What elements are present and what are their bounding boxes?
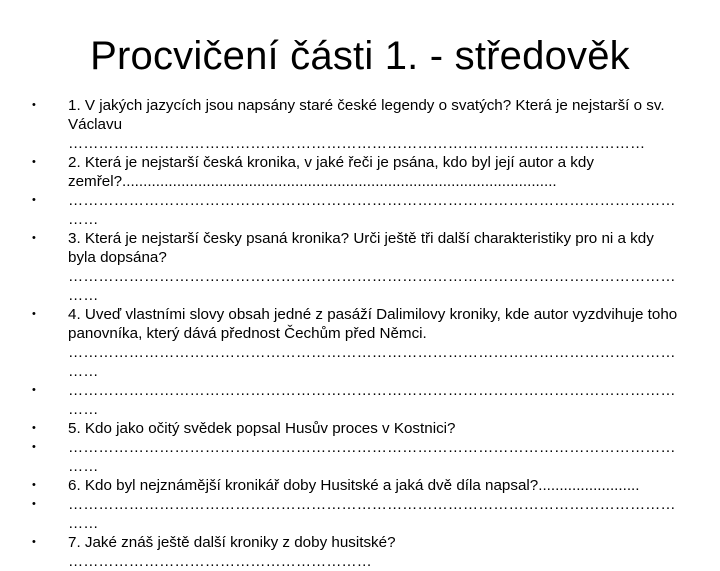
bullet-icon: •: [32, 498, 36, 510]
list-item-text: 1. V jakých jazycích jsou napsány staré české legendy o svatých? Která je nejstarší o sv. Václavu ……………………………………………………………………………………………………: [68, 97, 665, 152]
bullet-icon: •: [32, 536, 36, 548]
bullet-icon: •: [32, 422, 36, 434]
bullet-icon: •: [32, 384, 36, 396]
bullet-icon: •: [32, 156, 36, 168]
list-item: [32, 229, 682, 305]
bullet-icon: •: [32, 194, 36, 206]
list-item: [32, 305, 682, 381]
list-item-text: 4. Uveď vlastními slovy obsah jedné z pasáží Dalimilovy kroniky, kde autor vyzdvihuje toho panovníka, který dává přednost Čechům před Němci. ………………………………………………………………………………………………………………: [68, 306, 678, 380]
list-item-text: ………………………………………………………………………………………………………………: [68, 439, 676, 475]
question-list: [32, 96, 682, 571]
list-item: [32, 476, 682, 495]
list-item-text: ………………………………………………………………………………………………………………: [68, 192, 676, 228]
list-item-text: 3. Která je nejstarší česky psaná kronika? Urči ještě tři další charakteristiky pro ni a kdy byla dopsána? ………………………………………………………………………………………………………………: [68, 230, 676, 304]
list-item: [32, 495, 682, 533]
list-item: [32, 96, 682, 153]
list-item-text: 7. Jaké znáš ještě další kroniky z doby husitské? ……………………………………………………: [68, 534, 396, 570]
bullet-icon: •: [32, 99, 36, 111]
bullet-icon: •: [32, 308, 36, 320]
list-item-text: 6. Kdo byl nejznámější kronikář doby Husitské a jaká dvě díla napsal?........................: [68, 477, 640, 494]
list-item: [32, 419, 682, 438]
bullet-icon: •: [32, 479, 36, 491]
list-item: [32, 191, 682, 229]
list-item: [32, 381, 682, 419]
list-item: [32, 153, 682, 191]
list-item-text: 5. Kdo jako očitý svědek popsal Husův proces v Kostnici?: [68, 420, 456, 437]
slide-title: Procvičení části 1. - středověk: [90, 34, 630, 78]
list-item-text: ………………………………………………………………………………………………………………: [68, 496, 676, 532]
list-item-text: ………………………………………………………………………………………………………………: [68, 382, 676, 418]
bullet-icon: •: [32, 232, 36, 244]
bullet-icon: •: [32, 441, 36, 453]
list-item-text: 2. Která je nejstarší česká kronika, v jaké řeči je psána, kdo byl její autor a kdy zemřel?.......................................................................................................: [68, 154, 594, 190]
list-item: [32, 438, 682, 476]
list-item: [32, 533, 682, 571]
